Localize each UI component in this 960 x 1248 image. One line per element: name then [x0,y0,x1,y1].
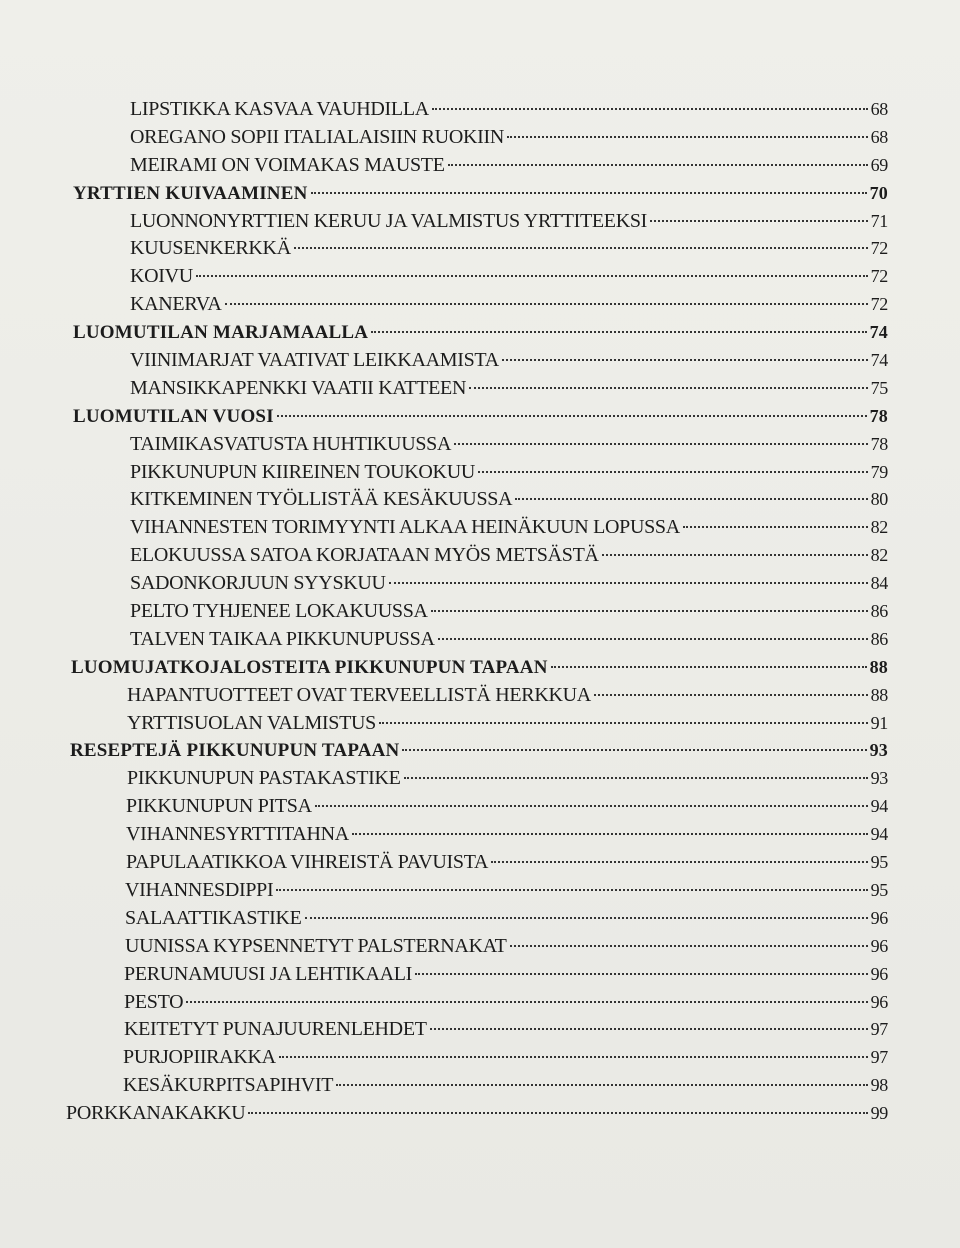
toc-section-page: 88 [869,656,888,677]
dot-leader [352,833,868,835]
toc-entry-title: LIPSTIKKA KASVAA VAUHDILLA [130,98,429,120]
toc-entry-page: 97 [870,1019,888,1040]
toc-entry-title: KEITETYT PUNAJUURENLEHDET [124,1018,427,1041]
toc-entry-page: 68 [870,126,888,147]
toc-entry-page: 82 [870,545,888,566]
dot-leader [454,443,867,445]
toc-entry-title: ELOKUUSSA SATOA KORJATAAN MYÖS METSÄSTÄ [130,544,599,567]
toc-section-heading [0,403,960,431]
toc-section-title: RESEPTEJÄ PIKKUNUPUN TAPAAN [70,740,400,762]
dot-leader [594,694,868,696]
toc-section-title: LUOMUJATKOJALOSTEITA PIKKUNUPUN TAPAAN [71,656,548,678]
toc-entry-page: 78 [870,433,888,454]
toc-entry [0,1044,960,1072]
toc-entry-title: HAPANTUOTTEET OVAT TERVEELLISTÄ HERKKUA [127,683,591,706]
toc-section-heading [0,180,960,208]
toc-section-title: YRTTIEN KUIVAAMINEN [73,182,308,204]
toc-entry-page: 95 [870,879,888,900]
toc-section-page: 78 [869,405,888,426]
dot-leader [225,303,868,305]
toc-entry [0,905,960,933]
toc-entry-page: 96 [870,935,888,956]
dot-leader [371,331,866,333]
toc-entry-title: UUNISSA KYPSENNETYT PALSTERNAKAT [125,934,507,957]
dot-leader [448,164,868,166]
toc-entry-title: PIKKUNUPUN PITSA [126,795,312,818]
dot-leader [502,359,868,361]
toc-entry-page: 68 [870,99,888,119]
dot-leader [683,526,868,528]
dot-leader [430,1028,868,1030]
toc-entry [0,961,960,989]
toc-entry [0,821,960,849]
dot-leader [432,108,868,110]
toc-entry-title: VIINIMARJAT VAATIVAT LEIKKAAMISTA [130,349,499,372]
toc-section-heading [0,319,960,347]
toc-entry-title: VIHANNESYRTTITAHNA [126,823,349,846]
toc-entry-title: LUONNONYRTTIEN KERUU JA VALMISTUS YRTTITEEKSI [130,209,648,232]
toc-entry-page: 86 [870,601,888,622]
dot-leader [491,861,867,863]
toc-entry [0,626,960,654]
toc-entry-page: 72 [870,238,888,259]
dot-leader [551,666,867,668]
toc-entry-page: 79 [870,461,888,482]
toc-section-heading [0,654,960,682]
toc-entry [0,208,960,236]
toc-entry [0,347,960,375]
dot-leader [650,220,868,222]
dot-leader [315,805,868,807]
toc-entry-title: KANERVA [130,293,222,316]
toc-entry-title: PELTO TYHJENEE LOKAKUUSSA [130,600,428,623]
dot-leader [379,722,868,724]
toc-entry [0,989,960,1017]
toc-entry [0,877,960,905]
dot-leader [515,498,867,500]
toc-entry-title: PIKKUNUPUN KIIREINEN TOUKOKUU [130,460,475,483]
toc-entry [0,235,960,263]
toc-section-page: 93 [869,740,888,761]
toc-entry [0,152,960,180]
dot-leader [294,247,868,249]
toc-entry-page: 88 [870,684,888,705]
toc-entry [0,765,960,793]
dot-leader [305,917,868,919]
toc-entry-page: 86 [870,628,888,649]
toc-entry-title: SADONKORJUUN SYYSKUU [130,572,386,595]
toc-entry-title: SALAATTIKASTIKE [125,906,302,929]
toc-entry-title: PESTO [124,990,184,1013]
toc-entry [0,793,960,821]
toc-entry [0,96,960,124]
toc-entry [0,933,960,961]
toc-entry-title: PAPULAATIKKOA VIHREISTÄ PAVUISTA [126,851,489,874]
toc-entry-page: 96 [870,907,888,928]
toc-entry [0,849,960,877]
dot-leader [404,777,868,779]
toc-section-title: LUOMUTILAN VUOSI [73,405,274,427]
toc-entry [0,459,960,487]
toc-entry-page: 80 [870,489,888,510]
toc-entry-page: 72 [870,294,888,315]
toc-entry-page: 82 [870,517,888,538]
dot-leader [469,387,867,389]
toc-entry-page: 98 [870,1075,888,1096]
toc-entry-title: PIKKUNUPUN PASTAKASTIKE [127,767,401,790]
toc-section-page: 70 [869,182,888,203]
toc-entry-page: 74 [870,350,888,371]
dot-leader [602,554,868,556]
toc-entry [0,431,960,459]
toc-entry-title: MANSIKKAPENKKI VAATII KATTEEN [130,376,467,399]
toc-entry-title: YRTTISUOLAN VALMISTUS [127,711,377,734]
toc-entry-page: 93 [870,768,888,789]
toc-entry-title: KOIVU [130,265,193,288]
toc-entry-title: KESÄKURPITSAPIHVIT [123,1074,334,1097]
toc-entry-title: VIHANNESDIPPI [125,878,274,901]
dot-leader [507,136,868,138]
toc-section-title: LUOMUTILAN MARJAMAALLA [73,322,369,344]
toc-entry-page: 95 [870,852,888,873]
dot-leader [248,1112,867,1114]
toc-entry-title: PERUNAMUUSI JA LEHTIKAALI [124,962,413,985]
toc-entry-page: 72 [870,266,888,287]
toc-entry-title: TAIMIKASVATUSTA HUHTIKUUSSA [130,432,452,455]
toc-entry [0,1072,960,1100]
dot-leader [510,945,868,947]
toc-section-page: 74 [869,322,888,343]
toc-entry-page: 96 [870,991,888,1012]
toc-entry [0,542,960,570]
toc-entry [0,570,960,598]
toc-entry [0,263,960,291]
dot-leader [277,415,867,417]
toc-entry [0,1016,960,1044]
dot-leader [478,471,868,473]
toc-entry [0,514,960,542]
toc-entry-page: 84 [870,573,888,594]
toc-entry [0,598,960,626]
toc-entry [0,682,960,710]
toc-entry-page: 96 [870,963,888,984]
toc-entry [0,124,960,152]
toc-entry [0,291,960,319]
table-of-contents [0,96,960,1128]
dot-leader [431,610,868,612]
toc-entry-page: 69 [870,154,888,175]
dot-leader [276,889,867,891]
toc-entry-title: MEIRAMI ON VOIMAKAS MAUSTE [130,153,445,176]
toc-entry-title: OREGANO SOPII ITALIALAISIIN RUOKIIN [130,125,504,148]
dot-leader [389,582,868,584]
toc-entry-page: 91 [870,712,888,733]
toc-entry-title: KITKEMINEN TYÖLLISTÄÄ KESÄKUUSSA [130,488,513,511]
toc-entry-page: 94 [870,824,888,845]
toc-entry-page: 71 [870,210,888,231]
toc-entry [0,486,960,514]
dot-leader [279,1056,868,1058]
toc-entry-page: 99 [870,1103,888,1124]
toc-entry [0,710,960,738]
toc-entry-page: 97 [870,1047,888,1068]
dot-leader [438,638,868,640]
toc-entry-title: TALVEN TAIKAA PIKKUNUPUSSA [130,627,435,650]
dot-leader [336,1084,867,1086]
dot-leader [186,1001,867,1003]
toc-entry-page: 75 [870,377,888,398]
toc-entry-page: 94 [870,796,888,817]
dot-leader [415,973,868,975]
dot-leader [402,749,866,751]
dot-leader [196,275,868,277]
dot-leader [311,192,867,194]
toc-section-heading [0,737,960,765]
toc-entry-title: VIHANNESTEN TORIMYYNTI ALKAA HEINÄKUUN LOPUSSA [130,516,680,539]
toc-entry-title: PORKKANAKAKKU [66,1102,246,1125]
toc-entry-title: KUUSENKERKKÄ [130,237,291,260]
toc-entry [0,375,960,403]
toc-entry-title: PURJOPIIRAKKA [123,1046,276,1069]
toc-entry-top-level [0,1100,960,1128]
